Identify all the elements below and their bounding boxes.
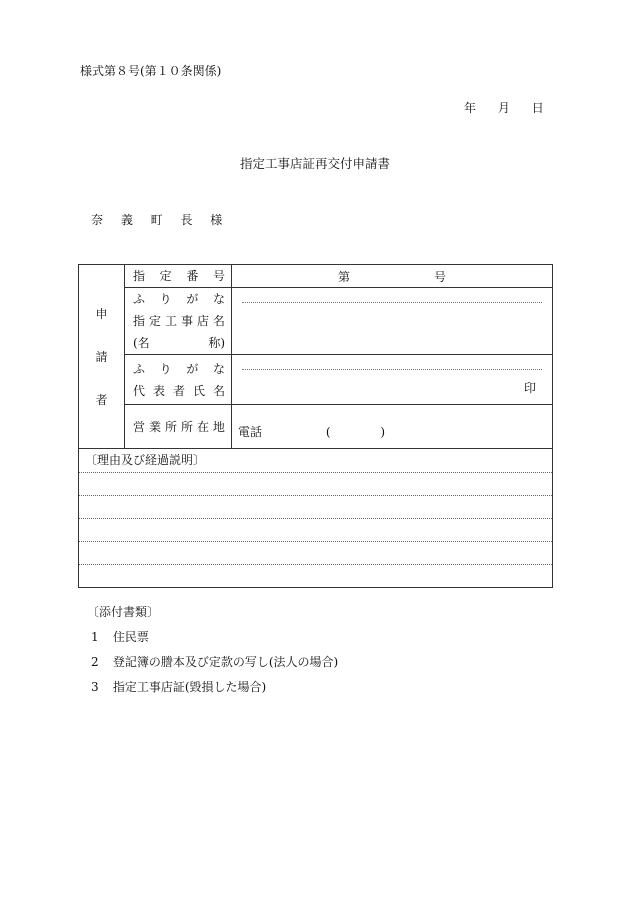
list-item <box>91 653 338 678</box>
designation-suffix: 号 <box>434 269 447 284</box>
phone-paren-open: ( <box>325 425 331 439</box>
label-char: 表 <box>152 383 165 398</box>
reason-line <box>79 564 552 587</box>
applicant-char: 申 <box>95 307 108 321</box>
date-month: 月 <box>497 101 510 115</box>
label-char: り <box>159 292 172 306</box>
reason-header: 〔理由及び経過説明〕 <box>85 453 206 467</box>
designation-value-cell[interactable] <box>232 265 553 288</box>
store-name-label-cell <box>125 288 232 355</box>
label-char: が <box>186 361 199 376</box>
representative-value-cell[interactable] <box>232 355 553 405</box>
designation-label-cell <box>125 265 232 288</box>
form-number: 様式第８号(第１０条関係) <box>80 64 222 78</box>
label-char: 定 <box>159 269 172 283</box>
phone-label: 電話 <box>238 425 263 439</box>
label-char: 代 <box>133 383 146 398</box>
application-table <box>78 264 553 588</box>
label-char: ふ <box>133 292 146 306</box>
label-char: 号 <box>212 269 225 283</box>
date-year: 年 <box>464 101 477 115</box>
label-char: 在 <box>196 419 209 434</box>
attachments-title: 〔添付書類〕 <box>87 605 160 619</box>
label-char: (名 <box>133 336 150 350</box>
label-char: 所 <box>164 419 177 434</box>
reason-line <box>79 472 552 495</box>
label-char: な <box>212 292 225 306</box>
designation-prefix: 第 <box>337 269 350 284</box>
label-char: 工 <box>164 314 177 328</box>
label-char: 称) <box>208 336 225 350</box>
item-number: 2 <box>91 655 99 669</box>
list-item <box>91 628 338 653</box>
label-char: 営 <box>133 419 146 434</box>
seal-mark: 印 <box>523 381 536 395</box>
furigana-line <box>242 369 542 370</box>
phone-field <box>232 423 552 440</box>
label-char: 名 <box>212 383 225 398</box>
label-char: 指 <box>133 314 146 328</box>
label-char: ふ <box>133 361 146 376</box>
item-text: 住民票 <box>112 630 149 644</box>
label-char: 番 <box>186 269 199 283</box>
store-name-value-cell[interactable] <box>232 288 553 355</box>
reason-line <box>79 495 552 518</box>
item-text: 登記簿の謄本及び定款の写し(法人の場合) <box>112 655 339 669</box>
label-char: 地 <box>212 419 225 434</box>
attachments-list <box>91 628 338 703</box>
label-char: 氏 <box>192 383 205 398</box>
label-char: 定 <box>148 314 161 328</box>
applicant-char: 者 <box>95 393 108 407</box>
applicant-char: 請 <box>95 350 108 364</box>
date-field <box>464 99 544 116</box>
reason-line <box>79 518 552 541</box>
reason-section[interactable] <box>79 449 553 588</box>
label-char: な <box>212 361 225 376</box>
label-char: 者 <box>172 383 185 398</box>
label-char: り <box>159 361 172 376</box>
document-title: 指定工事店証再交付申請書 <box>239 156 390 171</box>
office-address-value-cell[interactable] <box>232 405 553 449</box>
label-char: 指 <box>133 269 146 283</box>
applicant-label-cell <box>79 265 125 449</box>
phone-paren-close: ) <box>380 425 386 439</box>
furigana-line <box>242 302 542 303</box>
label-char: が <box>186 292 199 306</box>
office-address-label-cell <box>125 405 232 449</box>
label-char: 業 <box>148 419 161 434</box>
label-char: 所 <box>180 419 193 434</box>
list-item <box>91 678 338 703</box>
item-number: 1 <box>91 630 99 644</box>
item-text: 指定工事店証(毀損した場合) <box>112 680 267 694</box>
label-char: 名 <box>212 314 225 328</box>
reason-line <box>79 541 552 564</box>
date-day: 日 <box>531 101 544 115</box>
addressee: 奈 義 町 長 様 <box>91 213 230 227</box>
item-number: 3 <box>91 680 99 694</box>
representative-label-cell <box>125 355 232 405</box>
label-char: 事 <box>180 314 193 328</box>
label-char: 店 <box>196 314 209 328</box>
